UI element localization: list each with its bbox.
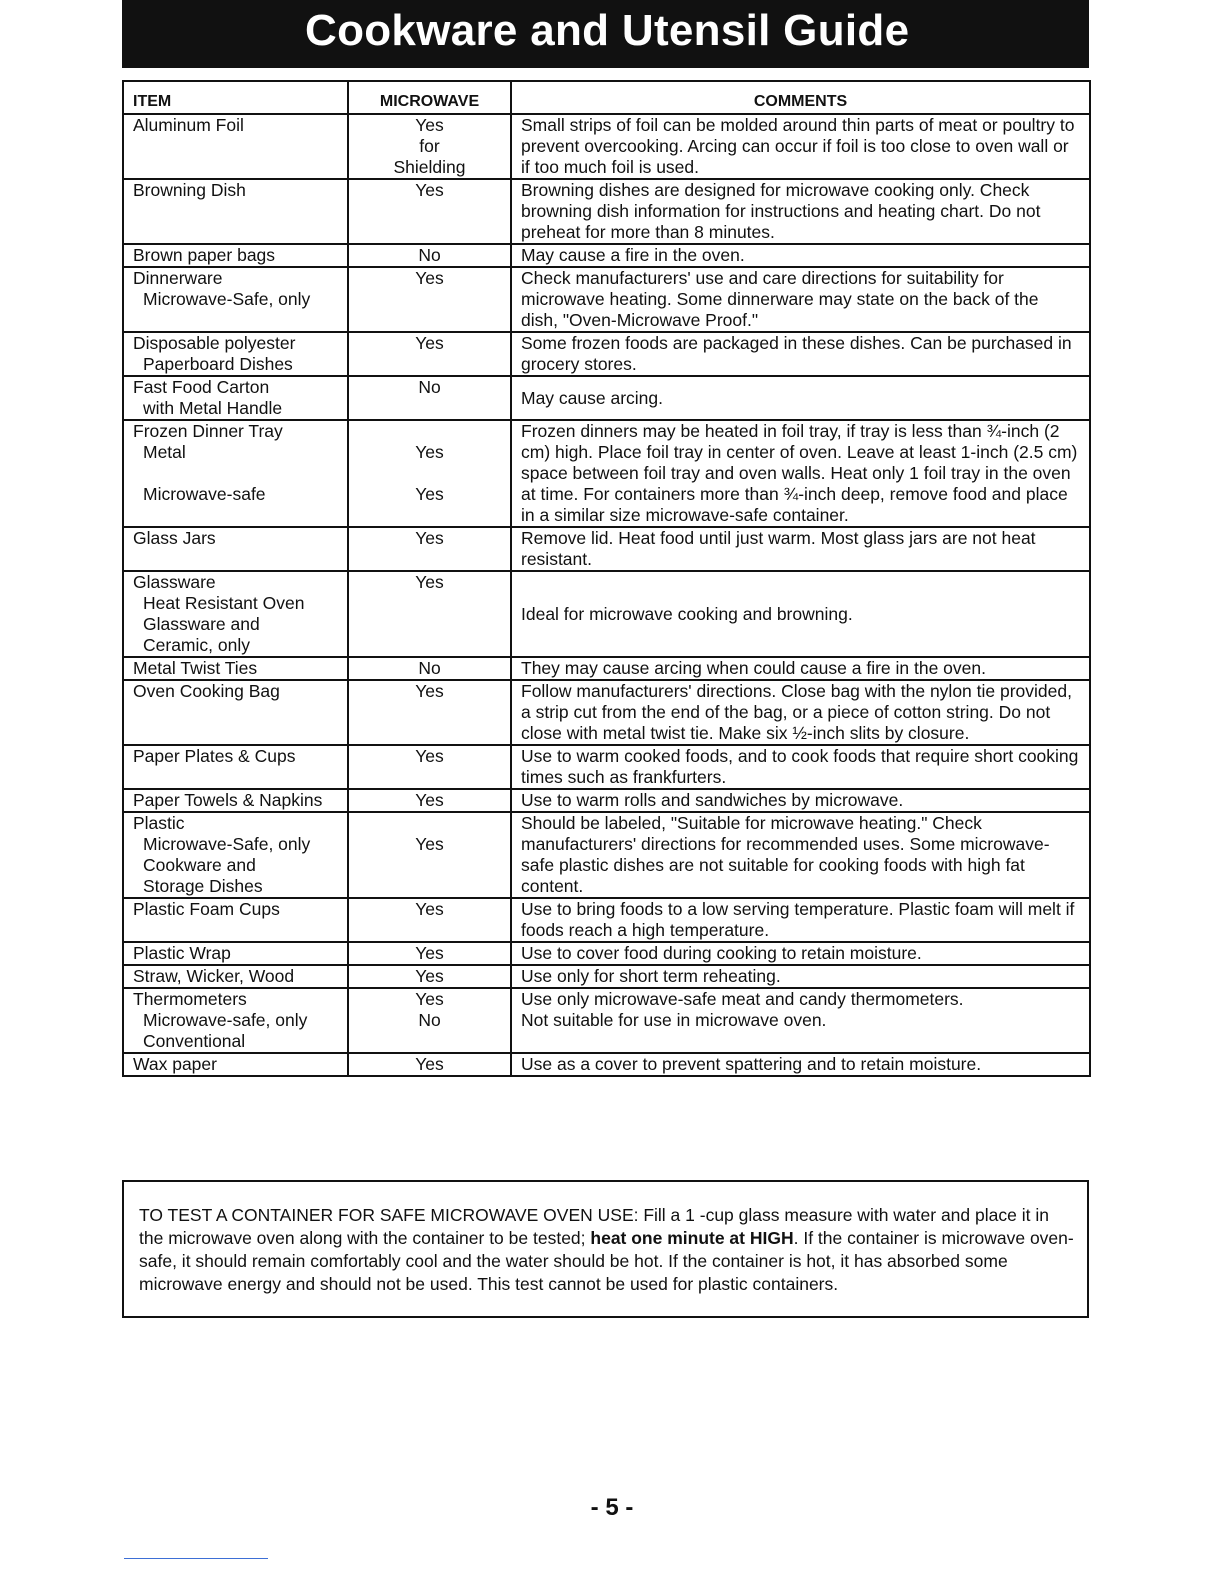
comment-cell: Check manufacturers' use and care directions for suitability for microwave heating. Some dinnerware may state on the back of the dish, "Oven-Microwave Proof." [511,267,1090,332]
comment-cell: Use to bring foods to a low serving temperature. Plastic foam will melt if foods reach a high temperature. [511,898,1090,942]
microwave-value: Yes [415,528,444,548]
cookware-guide-table [122,80,1091,1077]
item-line: Plastic [133,813,185,833]
microwave-value: No [418,1010,441,1030]
item-line: Glassware and [143,614,260,634]
page-title: Cookware and Utensil Guide [305,6,910,55]
item-cell [123,680,348,745]
microwave-cell [348,376,511,420]
microwave-value: Yes [415,180,444,200]
microwave-cell [348,244,511,267]
comment-cell: Use to cover food during cooking to retain moisture. [511,942,1090,965]
microwave-value: Yes [415,268,444,288]
table-row [123,812,1090,898]
item-cell [123,965,348,988]
table-row [123,1053,1090,1076]
item-line [133,463,338,484]
item-line: Microwave-Safe, only [143,289,311,309]
microwave-cell [348,571,511,657]
item-line: Disposable polyester [133,333,296,353]
comment-cell: Use as a cover to prevent spattering and to retain moisture. [511,1053,1090,1076]
microwave-cell [348,942,511,965]
item-line: Plastic Foam Cups [133,899,280,919]
table-row [123,114,1090,179]
microwave-value: No [418,658,441,678]
comment-cell: Ideal for microwave cooking and browning. [511,571,1090,657]
item-cell [123,244,348,267]
item-line: Glassware [133,572,216,592]
microwave-cell [348,527,511,571]
comment-cell: Should be labeled, "Suitable for microwave heating." Check manufacturers' directions for recommended uses. Some microwave-safe plastic dishes are not suitable for cooking foods with high fat content. [511,812,1090,898]
item-line: Browning Dish [133,180,246,200]
item-line: Dinnerware [133,268,223,288]
item-line: Straw, Wicker, Wood [133,966,295,986]
column-header-comments: COMMENTS [511,81,1090,114]
item-line: Paper Plates & Cups [133,746,296,766]
comment-cell: Small strips of foil can be molded around thin parts of meat or poultry to prevent overcooking. Arcing can occur if foil is too close to oven wall or if too much foil is used. [511,114,1090,179]
item-cell [123,571,348,657]
comment-cell: Use only microwave-safe meat and candy thermometers. Not suitable for use in microwave oven. [511,988,1090,1053]
microwave-value: Yes [415,790,444,810]
container-test-text [139,1204,1075,1296]
microwave-value: Yes [415,484,444,504]
item-cell [123,420,348,527]
table-header-row [123,81,1090,114]
item-cell [123,376,348,420]
microwave-cell [348,680,511,745]
microwave-value: Yes [415,746,444,766]
table-row [123,988,1090,1053]
item-cell [123,789,348,812]
item-line: Aluminum Foil [133,115,244,135]
comment-cell: Browning dishes are designed for microwave cooking only. Check browning dish information for instructions and heating chart. Do not preheat for more than 8 minutes. [511,179,1090,244]
microwave-cell [348,332,511,376]
item-line: Plastic Wrap [133,943,231,963]
comment-cell: Use only for short term reheating. [511,965,1090,988]
comment-cell: Follow manufacturers' directions. Close bag with the nylon tie provided, a strip cut from the end of the bag, or a piece of cotton string. Do not close with metal twist tie. Make six ½-inch slits by closure. [511,680,1090,745]
table-row [123,789,1090,812]
test-text-bold: heat one minute at HIGH [590,1228,794,1248]
item-line: Microwave-safe [143,484,266,504]
item-line: Thermometers [133,989,247,1009]
comment-cell: Remove lid. Heat food until just warm. Most glass jars are not heat resistant. [511,527,1090,571]
microwave-cell [348,898,511,942]
table-row [123,267,1090,332]
microwave-cell [348,789,511,812]
item-cell [123,1053,348,1076]
item-cell [123,527,348,571]
microwave-value: Yes [415,966,444,986]
item-line: Heat Resistant Oven [143,593,305,613]
comment-cell: Frozen dinners may be heated in foil tray, if tray is less than ¾-inch (2 cm) high. Place foil tray in center of oven. Leave at least 1-inch (2.5 cm) space between foil tray and oven walls. Heat only 1 foil tray in the oven at time. For containers more than ¾-inch deep, remove food and place in a similar size microwave-safe container. [511,420,1090,527]
column-header-microwave: MICROWAVE [348,81,511,114]
title-bar [122,0,1089,68]
comment-cell: Use to warm cooked foods, and to cook foods that require short cooking times such as frankfurters. [511,745,1090,789]
item-line: Paperboard Dishes [143,354,293,374]
table-row [123,942,1090,965]
microwave-value: Yes [415,333,444,353]
test-text-part1: TO TEST A CONTAINER FOR SAFE MICROWAVE OVEN USE: Fill a 1 -cup glass measure with water and place it in the microwave oven along with the container to be tested; [139,1205,1049,1248]
table-row [123,745,1090,789]
microwave-cell [348,812,511,898]
item-cell [123,812,348,898]
footer-rule [124,1558,268,1559]
table-row [123,179,1090,244]
item-line: Wax paper [133,1054,217,1074]
item-line: Oven Cooking Bag [133,681,280,701]
microwave-value [358,463,501,484]
item-line: Glass Jars [133,528,216,548]
microwave-value: Yes [415,115,444,135]
column-header-item: ITEM [123,81,348,114]
item-line: Conventional [143,1031,246,1051]
item-line: with Metal Handle [143,398,283,418]
item-cell [123,114,348,179]
item-line: Microwave-Safe, only [143,834,311,854]
microwave-value: Yes [415,899,444,919]
microwave-value: Yes [415,681,444,701]
item-line: Ceramic, only [143,635,250,655]
table-row [123,680,1090,745]
test-text-part2: . If the container is microwave oven-safe, it should remain comfortably cool and the water should be hot. If the container is hot, it has absorbed some microwave energy and should not be used. This test cannot be used for plastic containers. [139,1228,1074,1294]
table-row [123,898,1090,942]
item-cell [123,657,348,680]
table-row [123,420,1090,527]
microwave-cell [348,114,511,179]
item-line: Storage Dishes [143,876,263,896]
microwave-cell [348,420,511,527]
microwave-cell [348,179,511,244]
comment-cell: May cause arcing. [511,376,1090,420]
table-row [123,244,1090,267]
item-line: Paper Towels & Napkins [133,790,323,810]
microwave-value: Yes [415,834,444,854]
item-cell [123,898,348,942]
item-cell [123,332,348,376]
table-row [123,571,1090,657]
microwave-value: Yes [415,572,444,592]
microwave-value: No [418,377,441,397]
table-row [123,657,1090,680]
microwave-value [358,421,501,442]
item-line: Fast Food Carton [133,377,270,397]
microwave-cell [348,1053,511,1076]
microwave-value: Yes [415,989,444,1009]
item-line: Cookware and [143,855,256,875]
item-cell [123,267,348,332]
item-cell [123,745,348,789]
item-cell [123,179,348,244]
microwave-value: Yes [415,943,444,963]
item-line: Microwave-safe, only [143,1010,308,1030]
microwave-cell [348,965,511,988]
microwave-value: Yes [415,442,444,462]
item-line: Brown paper bags [133,245,276,265]
comment-cell: Some frozen foods are packaged in these dishes. Can be purchased in grocery stores. [511,332,1090,376]
microwave-cell [348,657,511,680]
microwave-value [358,813,501,834]
microwave-value: Shielding [393,157,466,177]
comment-cell: May cause a fire in the oven. [511,244,1090,267]
table-row [123,376,1090,420]
microwave-value: for [419,136,440,156]
table-row [123,965,1090,988]
item-line: Frozen Dinner Tray [133,421,283,441]
page-number: - 5 - [590,1494,634,1521]
comment-cell: They may cause arcing when could cause a fire in the oven. [511,657,1090,680]
item-cell [123,942,348,965]
item-line: Metal Twist Ties [133,658,258,678]
table-body [123,114,1090,1076]
container-test-note [122,1180,1089,1318]
microwave-value: No [418,245,441,265]
table-row [123,527,1090,571]
comment-cell: Use to warm rolls and sandwiches by microwave. [511,789,1090,812]
microwave-cell [348,745,511,789]
microwave-cell [348,267,511,332]
microwave-cell [348,988,511,1053]
item-cell [123,988,348,1053]
microwave-value: Yes [415,1054,444,1074]
item-line: Metal [143,442,186,462]
table-row [123,332,1090,376]
